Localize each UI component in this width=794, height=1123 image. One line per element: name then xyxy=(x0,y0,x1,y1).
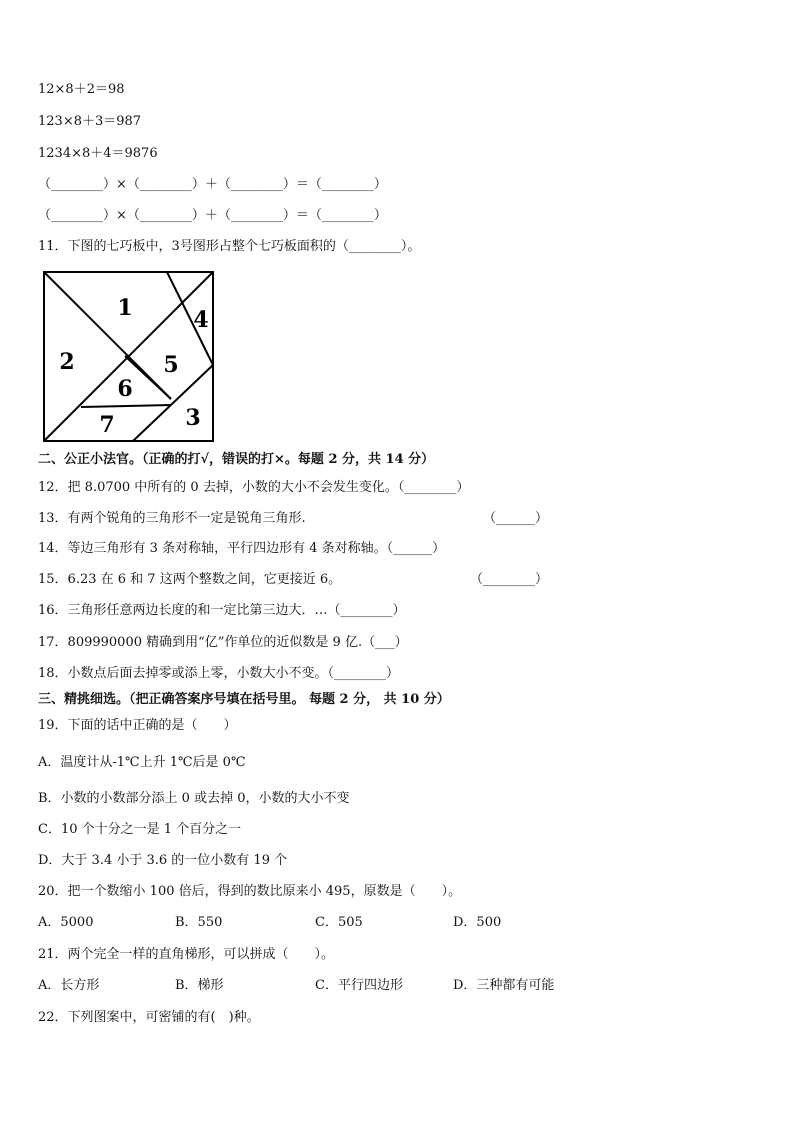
pattern-line-2: 123×8＋3＝987 xyxy=(38,114,142,129)
tangram-label-6: 6 xyxy=(117,376,133,402)
tangram-label-2: 2 xyxy=(59,349,75,375)
question-17: 17．809990000 精确到用“亿”作单位的近似数是 9 亿.（___） xyxy=(38,635,408,650)
q20-option-a: A．5000 xyxy=(38,915,94,930)
blank-row-1: （________）×（________）＋（________）＝（________） xyxy=(38,177,387,192)
tangram-label-1: 1 xyxy=(117,295,133,321)
pattern-line-1: 12×8＋2＝98 xyxy=(38,82,125,97)
question-15-blank: （________） xyxy=(470,572,549,587)
q20-option-b: B．550 xyxy=(175,915,223,930)
q20-option-c: C．505 xyxy=(315,915,363,930)
question-20: 20．把一个数缩小 100 倍后，得到的数比原来小 495，原数是（ ）。 xyxy=(38,884,462,899)
tangram-label-3: 3 xyxy=(185,405,201,431)
section-3-heading: 三、精挑细选。（把正确答案序号填在括号里。 每题 2 分， 共 10 分） xyxy=(38,692,450,707)
q20-option-d: D．500 xyxy=(453,915,502,930)
question-13-blank: （______） xyxy=(483,511,549,526)
question-16: 16．三角形任意两边长度的和一定比第三边大．…（________） xyxy=(38,603,406,618)
q19-option-c: C．10 个十分之一是 1 个百分之一 xyxy=(38,822,242,837)
question-19: 19．下面的话中正确的是（ ） xyxy=(38,718,237,733)
question-18: 18．小数点后面去掉零或添上零，小数大小不变。（________） xyxy=(38,666,400,681)
question-13: 13．有两个锐角的三角形不一定是锐角三角形. xyxy=(38,511,306,526)
q19-option-b: B．小数的小数部分添上 0 或去掉 0，小数的大小不变 xyxy=(38,791,350,806)
tangram-figure xyxy=(43,271,215,443)
q19-option-a: A．温度计从-1℃上升 1℃后是 0℃ xyxy=(38,755,246,770)
blank-row-2: （________）×（________）＋（________）＝（________） xyxy=(38,208,387,223)
q21-option-b: B．梯形 xyxy=(175,978,224,993)
tangram-label-5: 5 xyxy=(163,352,179,378)
question-21: 21．两个完全一样的直角梯形，可以拼成（ ）。 xyxy=(38,947,335,962)
question-14: 14．等边三角形有 3 条对称轴，平行四边形有 4 条对称轴。（______） xyxy=(38,541,446,556)
q21-option-c: C．平行四边形 xyxy=(315,978,403,993)
question-22: 22．下列图案中，可密铺的有( )种。 xyxy=(38,1010,260,1025)
tangram-label-7: 7 xyxy=(99,412,115,438)
q21-option-d: D．三种都有可能 xyxy=(453,978,555,993)
question-15: 15．6.23 在 6 和 7 这两个整数之间，它更接近 6。 xyxy=(38,572,342,587)
q19-option-d: D．大于 3.4 小于 3.6 的一位小数有 19 个 xyxy=(38,853,288,868)
pattern-line-3: 1234×8＋4＝9876 xyxy=(38,146,158,161)
section-2-heading: 二、公正小法官。（正确的打√，错误的打×。每题 2 分，共 14 分） xyxy=(38,452,435,467)
question-12: 12．把 8.0700 中所有的 0 去掉，小数的大小不会发生变化。（________） xyxy=(38,480,470,495)
question-11: 11．下图的七巧板中，3号图形占整个七巧板面积的（________）。 xyxy=(38,239,421,254)
q21-option-a: A．长方形 xyxy=(38,978,100,993)
tangram-label-4: 4 xyxy=(193,307,209,333)
